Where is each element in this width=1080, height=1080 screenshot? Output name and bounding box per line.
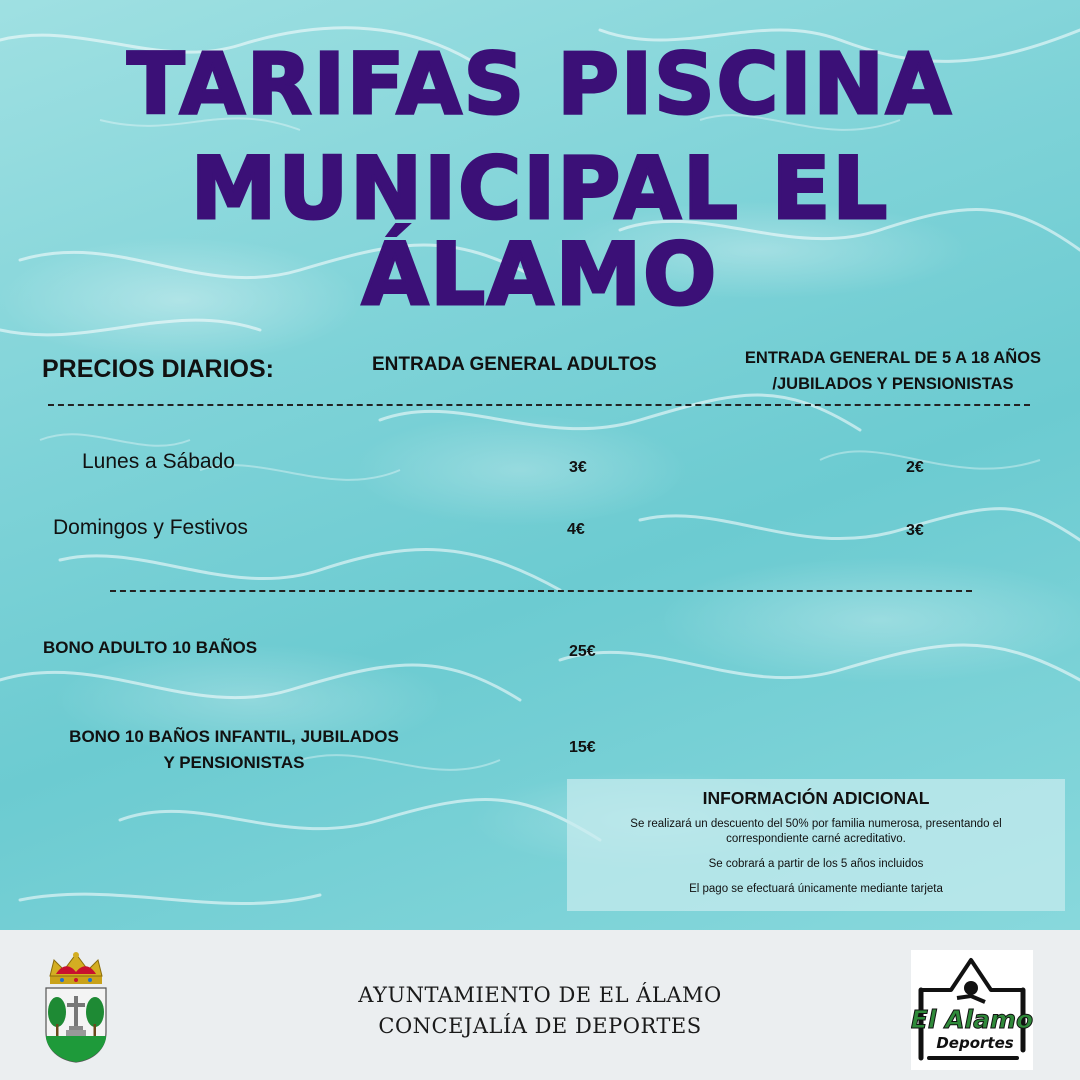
- weekday-adult-price: 3€: [569, 459, 587, 476]
- holiday-adult-price: 4€: [567, 521, 585, 538]
- sport-logo-text: El Alamo: [911, 1005, 1033, 1034]
- footer-town-hall: AYUNTAMIENTO DE EL ÁLAMO: [358, 983, 722, 1007]
- info-age-line: Se cobrará a partir de los 5 años incluidos: [708, 858, 924, 870]
- additional-info-title: INFORMACIÓN ADICIONAL: [702, 788, 930, 808]
- bono-adult-price: 25€: [569, 643, 596, 660]
- separator-middle: [110, 590, 972, 592]
- poster-title-line1: TARIFAS PISCINA: [127, 35, 953, 133]
- footer-sports-department: CONCEJALÍA DE DEPORTES: [378, 1014, 702, 1038]
- reduced-column-header: [718, 345, 1068, 397]
- bono-reduced-label-line2: Y PENSIONISTAS: [163, 753, 305, 772]
- bono-reduced-label: [48, 724, 420, 776]
- adults-column-header: ENTRADA GENERAL ADULTOS: [372, 354, 657, 375]
- poster-title-line2: MUNICIPAL EL ÁLAMO: [190, 139, 890, 325]
- bono-reduced-label-line1: BONO 10 BAÑOS INFANTIL, JUBILADOS: [69, 727, 399, 746]
- daily-prices-heading: PRECIOS DIARIOS:: [42, 355, 274, 383]
- holiday-reduced-price: 3€: [906, 522, 924, 539]
- weekday-label: Lunes a Sábado: [82, 450, 235, 473]
- bono-reduced-price: 15€: [569, 739, 596, 756]
- reduced-header-line2: /JUBILADOS Y PENSIONISTAS: [772, 375, 1014, 393]
- bono-adult-label: BONO ADULTO 10 BAÑOS: [43, 638, 258, 657]
- separator-top: [48, 404, 1030, 406]
- sport-logo-subtext: Deportes: [936, 1034, 1014, 1052]
- footer: [0, 930, 1080, 1080]
- coat-of-arms-icon: [42, 950, 110, 1066]
- info-discount-line: Se realizará un descuento del 50% por familia numerosa, presentando el correspondiente carné acreditativo.: [630, 818, 1002, 845]
- footer-organization: [290, 980, 790, 1042]
- el-alamo-deportes-logo: [911, 950, 1033, 1070]
- info-payment-line: El pago se efectuará únicamente mediante tarjeta: [689, 883, 943, 895]
- holiday-label: Domingos y Festivos: [53, 516, 248, 539]
- reduced-header-line1: ENTRADA GENERAL DE 5 A 18 AÑOS: [744, 349, 1042, 367]
- additional-info-box: [567, 779, 1065, 911]
- weekday-reduced-price: 2€: [906, 459, 924, 476]
